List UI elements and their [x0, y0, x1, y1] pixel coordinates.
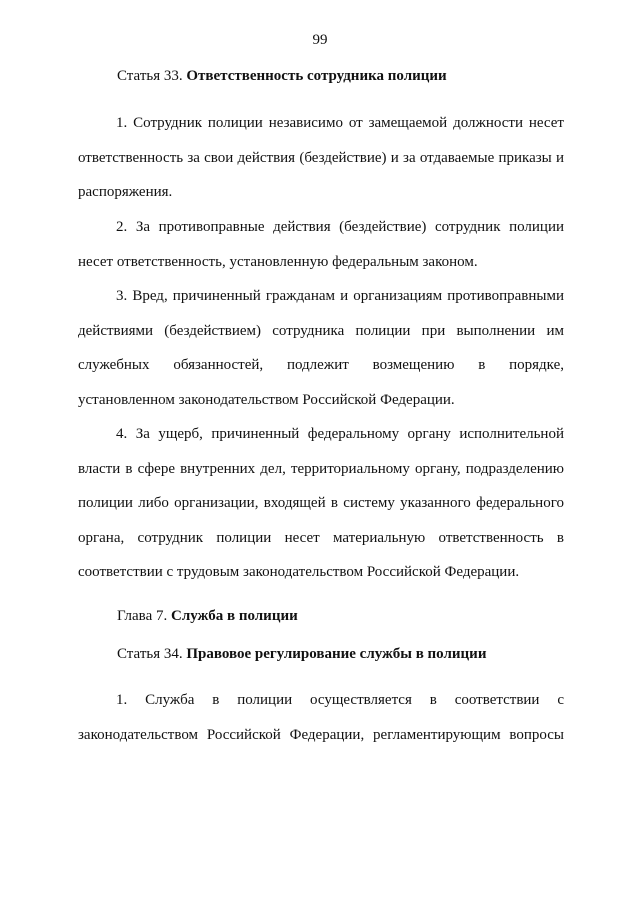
paragraph-text: 1. Сотрудник полиции независимо от замещаемой должности несет ответственность за свои действия (бездействие) и за отдаваемые приказы и распоряжения.	[78, 115, 564, 201]
article-33-prefix: Статья 33.	[117, 68, 183, 84]
chapter-7-heading	[117, 608, 298, 625]
chapter-7-prefix: Глава 7.	[117, 608, 168, 624]
article-33-title: Ответственность сотрудника полиции	[186, 68, 447, 84]
article-34-heading	[117, 646, 486, 663]
chapter-7-title: Служба в полиции	[170, 608, 298, 624]
paragraph-text: 2. За противоправные действия (бездействие) сотрудник полиции несет ответственность, установленную федеральным законом.	[78, 219, 564, 270]
article-33-paragraph-2	[78, 210, 564, 279]
article-34-paragraph-1	[78, 683, 564, 752]
paragraph-text: 4. За ущерб, причиненный федеральному органу исполнительной власти в сфере внутренних дел, территориальному органу, подразделению полиции либо организации, входящей в систему указанного федерального органа, сотрудник полиции несет материальную ответственность в соответствии с трудовым законодательством Российской Федерации.	[78, 426, 564, 581]
article-34-prefix: Статья 34.	[117, 646, 183, 662]
article-33-paragraph-4	[78, 417, 564, 590]
page-number: 99	[312, 32, 328, 48]
paragraph-text: 3. Вред, причиненный гражданам и организациям противоправными действиями (бездействием) сотрудника полиции при выполнении им служебных обязанностей, подлежит возмещению в порядке, установленном законодательством Российской Федерации.	[78, 288, 564, 408]
article-33-paragraph-1	[78, 106, 564, 210]
article-33-paragraph-3	[78, 279, 564, 417]
article-33-heading	[117, 68, 447, 85]
paragraph-text: 1. Служба в полиции осуществляется в соответствии с законодательством Российской Федерации, регламентирующим вопросы	[78, 692, 564, 743]
article-34-title: Правовое регулирование службы в полиции	[186, 646, 487, 662]
